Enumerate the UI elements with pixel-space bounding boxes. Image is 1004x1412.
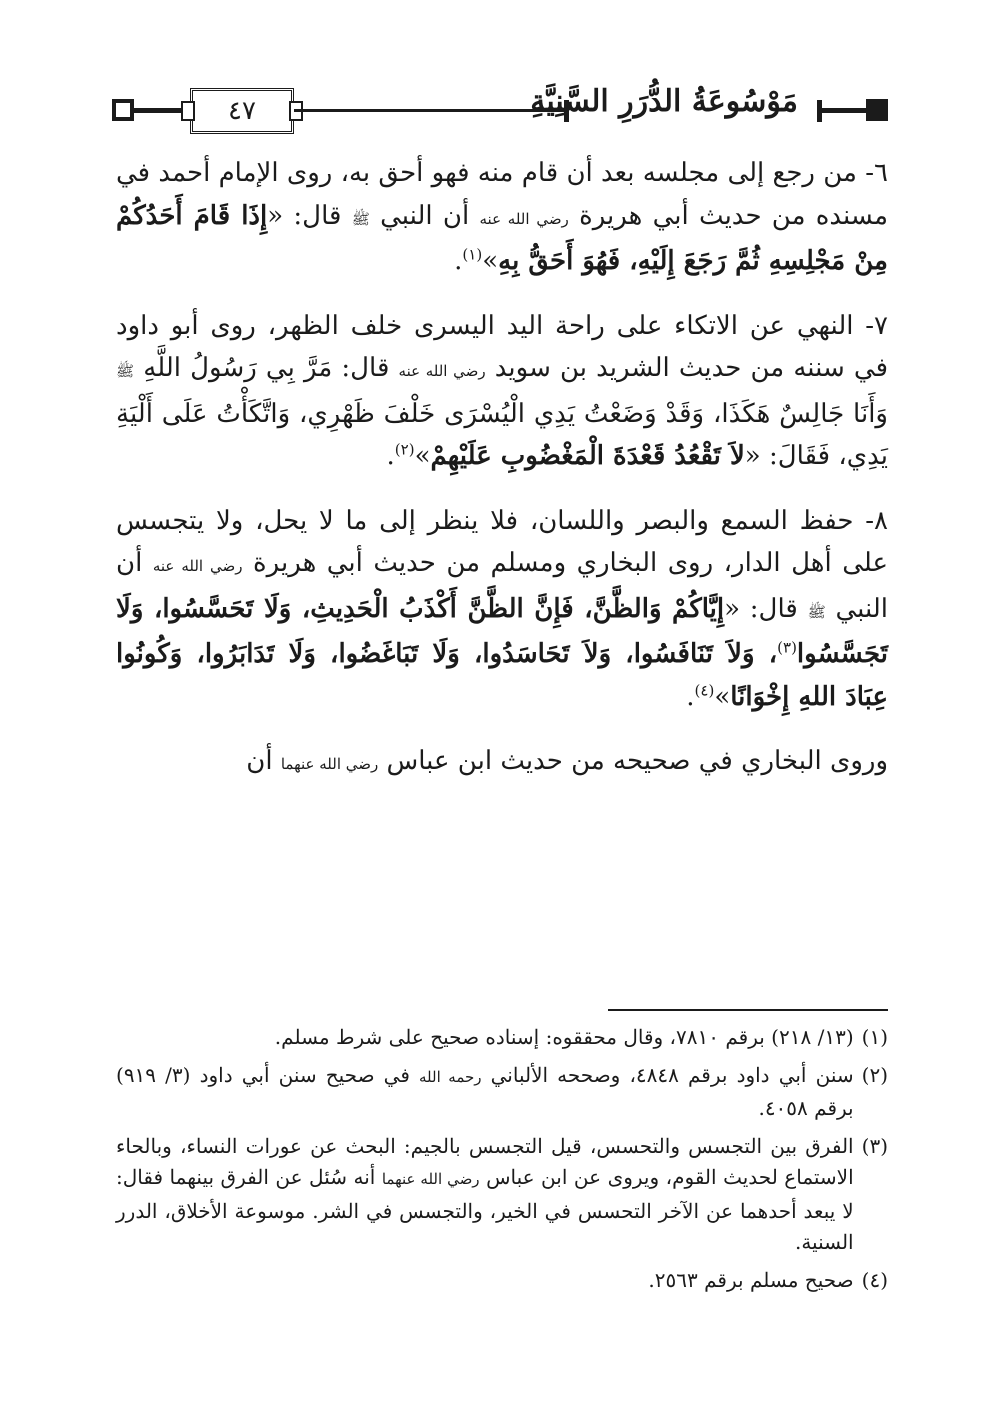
footnote-text (116, 1060, 854, 1125)
p8-text-c: قال: « (724, 593, 798, 624)
honorific-ra: رضي الله عنه (398, 362, 486, 380)
p6-text-a: ٦- من رجع إلى مجلسه بعد أن قام منه فهو أحق به، روى الإمام أحمد في مسنده من حديث أبي هريرة (115, 158, 889, 231)
honorific-pbuh: ﷺ (116, 362, 135, 380)
honorific-ra2: رضي الله عنهما (280, 755, 379, 773)
footnote-number: (٢) (861, 1062, 888, 1087)
footnote-text-a: الفرق بين التجسس والتحسس، قيل التجسس بالجيم: البحث عن عورات النساء، وبالحاء الاستماع لحديث القوم، ويروى عن ابن عباس (116, 1133, 854, 1189)
p7-text-b: قال: مَرَّ بِي رَسُولُ اللَّهِ (143, 353, 390, 383)
p7-quote-close: » (414, 441, 431, 471)
footnote-2 (116, 1060, 888, 1125)
p8-quote-close: » (714, 681, 731, 712)
footnote-number: (١) (861, 1025, 888, 1049)
paragraph-6 (116, 152, 888, 283)
p7-hadith: لاَ تَقْعُدُ قَعْدَةَ الْمَغْضُوبِ عَلَيْهِمْ (430, 441, 745, 471)
footnote-number: (٣) (861, 1133, 888, 1158)
page-number: ٤٧ (228, 96, 256, 126)
footnote-separator (608, 1009, 888, 1011)
footnote-text-a: سنن أبي داود برقم ٤٨٤٨، وصححه الألباني (490, 1062, 854, 1087)
page-number-frame (190, 88, 294, 134)
p6-text-c: قال: « (267, 200, 342, 231)
footnotes (116, 1022, 888, 1296)
p7-text-a: ٧- النهي عن الاتكاء على راحة اليد اليسرى خلف الظهر، روى أبو داود في سننه من حديث الشريد بن سويد (116, 310, 889, 383)
footnote-text (116, 1131, 854, 1259)
p7-text-c: وَأَنَا جَالِسٌ هَكَذَا، وَقَدْ وَضَعْتُ يَدِي الْيُسْرَى خَلْفَ ظَهْرِي، وَاتَّكَأْتُ عَلَى أَلْيَةِ يَدِي، فَقَالَ: « (116, 398, 888, 471)
footnote-ref-1[interactable]: (١) (462, 245, 483, 264)
footnote-text-b: في صحيح سنن أبي داود (٣/ ٩١٩) برقم ٤٠٥٨. (116, 1062, 854, 1120)
footnote-3 (116, 1131, 888, 1259)
honorific-pbuh: ﷺ (351, 209, 370, 228)
header-middle-rule (294, 109, 564, 112)
honorific-ra: رضي الله عنه (152, 557, 243, 575)
main-text (116, 152, 888, 786)
header-title: مَوْسُوعَةُ الدُّرَرِ السَّنِيَّةِ (530, 84, 798, 119)
footnote-1 (116, 1022, 888, 1054)
page-header (112, 80, 888, 140)
honorific-ra: رضي الله عنه (479, 209, 569, 228)
p9-text-a: وروى البخاري في صحيحه من حديث ابن عباس (386, 746, 888, 776)
p8-hadith-1: إِيَّاكُمْ وَالظَّنَّ، فَإِنَّ الظَّنَّ أَكْذَبُ الْحَدِيثِ، وَلَا تَحَسَّسُوا، وَلَا تَجَسَّسُوا (116, 593, 888, 669)
header-right-square (866, 99, 888, 121)
paragraph-8 (116, 500, 888, 719)
footnote-ref-3[interactable]: (٣) (777, 638, 797, 657)
header-left-square (112, 99, 134, 121)
footnote-4 (116, 1265, 888, 1297)
p8-hadith-2: ، وَلاَ تَنَافَسُوا، وَلاَ تَحَاسَدُوا، وَلَا تَبَاغَضُوا، وَلَا تَدَابَرُوا، وَكُونُوا عِبَادَ اللهِ إِخْوَانًا (116, 639, 888, 712)
honorific-rh: رحمه الله (419, 1067, 482, 1086)
p6-text-b: أن النبي (380, 200, 470, 231)
paragraph-9 (116, 740, 888, 786)
footnote-ref-2[interactable]: (٢) (394, 440, 415, 459)
footnote-text: صحيح مسلم برقم ٢٥٦٣. (648, 1267, 854, 1292)
footnote-number: (٤) (861, 1267, 888, 1292)
footnote-text-b: أنه سُئل عن الفرق بينهما فقال: لا يبعد أحدهما عن الآخر التحسس في الخير، والتجسس في الشر. موسوعة الأخلاق، الدرر السنية. (116, 1165, 854, 1254)
p9-text-b: أن (246, 746, 273, 776)
p8-text-a: ٨- حفظ السمع والبصر واللسان، فلا ينظر إلى ما لا يحل، ولا يتجسس على أهل الدار، روى البخاري ومسلم من حديث أبي هريرة (116, 505, 888, 578)
paragraph-7 (116, 305, 888, 478)
p6-quote-close: » (482, 246, 499, 276)
p6-hadith: إِذَا قَامَ أَحَدُكُمْ مِنْ مَجْلِسِهِ ثُمَّ رَجَعَ إِلَيْهِ، فَهُوَ أَحَقُّ بِهِ (116, 200, 888, 276)
p6-end: . (454, 246, 463, 276)
p8-text-b: أن النبي (116, 548, 889, 624)
p7-end: . (386, 441, 395, 471)
header-right-rule (822, 108, 868, 113)
p8-end: . (686, 681, 695, 712)
honorific-pbuh: ﷺ (807, 602, 826, 621)
footnote-ref-4[interactable]: (٤) (694, 680, 715, 699)
footnote-text: (١٣/ ٢١٨) برقم ٧٨١٠، وقال محققوه: إسناده صحيح على شرط مسلم. (274, 1025, 854, 1049)
honorific-ra2: رضي الله عنهما (381, 1170, 480, 1188)
